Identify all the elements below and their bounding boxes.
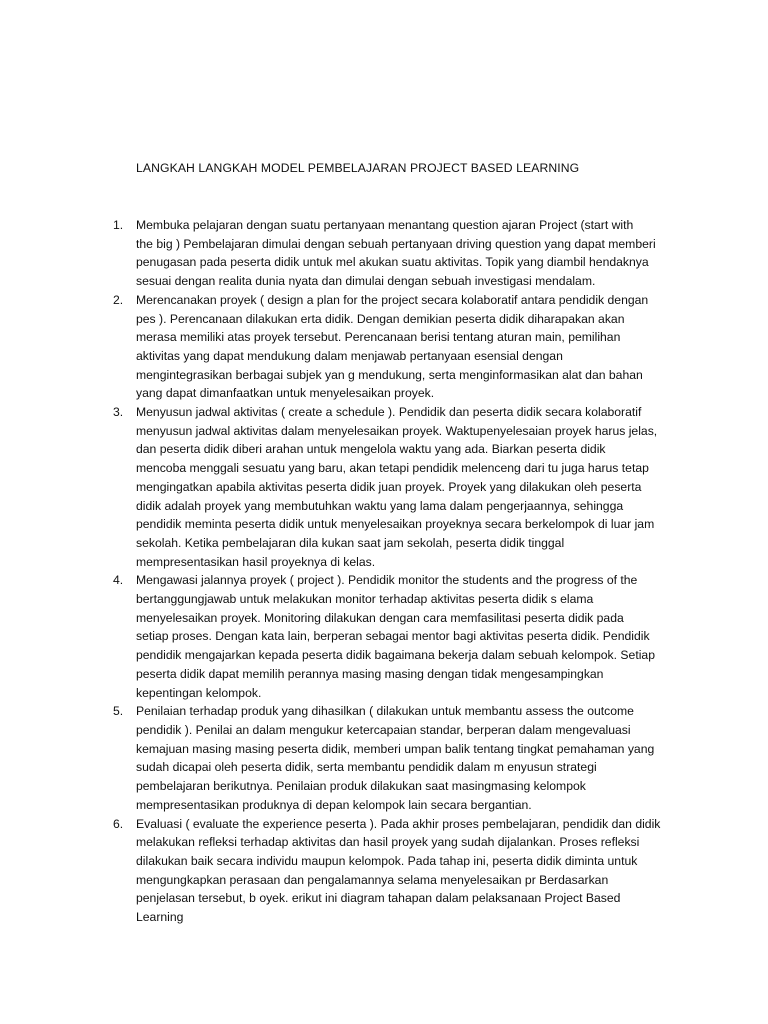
step-text-line: pes ). Perencanaan dilakukan erta didik. Dengan demikian peserta didik diharapakan akan <box>136 311 625 326</box>
step-text-line: Learning <box>136 910 184 925</box>
step-text-line: bertanggungjawab untuk melakukan monitor terhadap aktivitas peserta didik s elama <box>136 592 594 607</box>
step-number: 3. <box>113 405 124 420</box>
step-text-line: dilakukan baik secara individu maupun kelompok. Pada tahap ini, peserta didik diminta untuk <box>136 853 638 868</box>
step-text-line: pendidik mengajarkan kepada peserta didik bagaimana bekerja dalam sebuah kelompok. Setiap <box>136 648 655 663</box>
step-text-line: kemajuan masing masing peserta didik, memberi umpan balik tentang tingkat pemahaman yang <box>136 741 655 756</box>
document-title: LANGKAH LANGKAH MODEL PEMBELAJARAN PROJECT BASED LEARNING <box>136 161 580 175</box>
step-text-line: sudah dicapai oleh peserta didik, serta membantu pendidik dalam m enyusun strategi <box>136 760 597 775</box>
step-text-line: kepentingan kelompok. <box>136 685 262 700</box>
step-text-line: mempresentasikan hasil proyeknya di kelas. <box>136 554 376 569</box>
step-text-line: mengingatkan apabila aktivitas peserta didik juan proyek. Proyek yang dilakukan oleh peserta <box>136 479 642 494</box>
steps-list <box>0 216 768 927</box>
step-text-line: Merencanakan proyek ( design a plan for the project secara kolaboratif antara pendidik dengan <box>136 292 649 307</box>
step-number: 2. <box>113 292 124 307</box>
step-text-line: sekolah. Ketika pembelajaran dila kukan saat jam sekolah, peserta didik tinggal <box>136 535 565 550</box>
step-text-line: Membuka pelajaran dengan suatu pertanyaan menantang question ajaran Project (start with <box>136 218 634 232</box>
step-text-line: pendidik ). Penilai an dalam mengukur ketercapaian standar, berperan dalam mengevaluasi <box>136 722 631 737</box>
step-item-1 <box>0 216 768 291</box>
step-text-line: didik adalah proyek yang membutuhkan waktu yang lama dalam pengerjaannya, sehingga <box>136 498 624 513</box>
step-text <box>136 815 681 927</box>
step-text-line: yang dapat dimanfaatkan untuk menyelesaikan proyek. <box>136 386 435 401</box>
step-item-2 <box>0 291 768 403</box>
step-text-line: menyelesaikan proyek. Monitoring dilakukan dengan cara memfasilitasi peserta didik pada <box>136 610 624 625</box>
step-text-line: melakukan refleksi terhadap aktivitas dan hasil proyek yang sudah dijalankan. Proses refleksi <box>136 835 640 850</box>
step-text-line: penugasan pada peserta didik untuk mel akukan suatu aktivitas. Topik yang diambil hendaknya <box>136 255 649 270</box>
step-text-line: menyusun jadwal aktivitas dalam menyelesaikan proyek. Waktupenyelesaian proyek harus jelas, <box>136 423 658 438</box>
step-item-4 <box>0 571 768 702</box>
step-text-line: sesuai dengan realita dunia nyata dan dimulai dengan sebuah investigasi mendalam. <box>136 274 596 289</box>
step-text-line: merasa memiliki atas proyek tersebut. Perencanaan berisi tentang aturan main, pemilihan <box>136 330 621 345</box>
step-text <box>136 216 681 291</box>
step-item-6 <box>0 815 768 927</box>
step-text-line: setiap proses. Dengan kata lain, berperan sebagai mentor bagi aktivitas peserta didik. Pendidik <box>136 629 650 644</box>
step-text-line: aktivitas yang dapat mendukung dalam menjawab pertanyaan esensial dengan <box>136 348 563 363</box>
step-text-line: mengintegrasikan berbagai subjek yan g mendukung, serta menginformasikan alat dan bahan <box>136 367 643 382</box>
step-text <box>136 571 681 702</box>
step-number: 4. <box>113 573 124 588</box>
step-item-3 <box>0 403 768 571</box>
step-text-line: Penilaian terhadap produk yang dihasilkan ( dilakukan untuk membantu assess the outcome <box>136 704 634 719</box>
step-number: 5. <box>113 704 124 719</box>
step-text-line: dan peserta didik diberi arahan untuk mengelola waktu yang ada. Biarkan peserta didik <box>136 442 606 457</box>
step-text <box>136 291 681 403</box>
step-text-line: penjelasan tersebut, b oyek. erikut ini diagram tahapan dalam pelaksanaan Project Based <box>136 891 621 906</box>
step-text-line: mencoba menggali sesuatu yang baru, akan tetapi pendidik melenceng dari tu juga harus tetap <box>136 461 649 476</box>
step-text-line: mengungkapkan perasaan dan pengalamannya selama menyelesaikan pr Berdasarkan <box>136 872 609 887</box>
step-text <box>136 403 681 571</box>
step-text-line: the big ) Pembelajaran dimulai dengan sebuah pertanyaan driving question yang dapat memberi <box>136 236 656 251</box>
step-text-line: peserta didik dapat memilih perannya masing masing dengan tidak mengesampingkan <box>136 666 604 681</box>
step-item-5 <box>0 702 768 814</box>
step-text-line: Menyusun jadwal aktivitas ( create a schedule ). Pendidik dan peserta didik secara kolaboratif <box>136 405 642 420</box>
step-text-line: pendidik meminta peserta didik untuk menyelesaikan proyeknya secara berkelompok di luar jam <box>136 517 655 532</box>
step-text-line: pembelajaran berikutnya. Penilaian produk dilakukan saat masingmasing kelompok <box>136 779 586 794</box>
step-number: 6. <box>113 816 124 831</box>
step-text <box>136 702 681 814</box>
step-text-line: Mengawasi jalannya proyek ( project ). Pendidik monitor the students and the progress of the <box>136 573 638 588</box>
step-number: 1. <box>113 218 124 232</box>
step-text-line: mempresentasikan produknya di depan kelompok lain secara bergantian. <box>136 797 532 812</box>
step-text-line: Evaluasi ( evaluate the experience peserta ). Pada akhir proses pembelajaran, pendidik dan didik <box>136 816 661 831</box>
